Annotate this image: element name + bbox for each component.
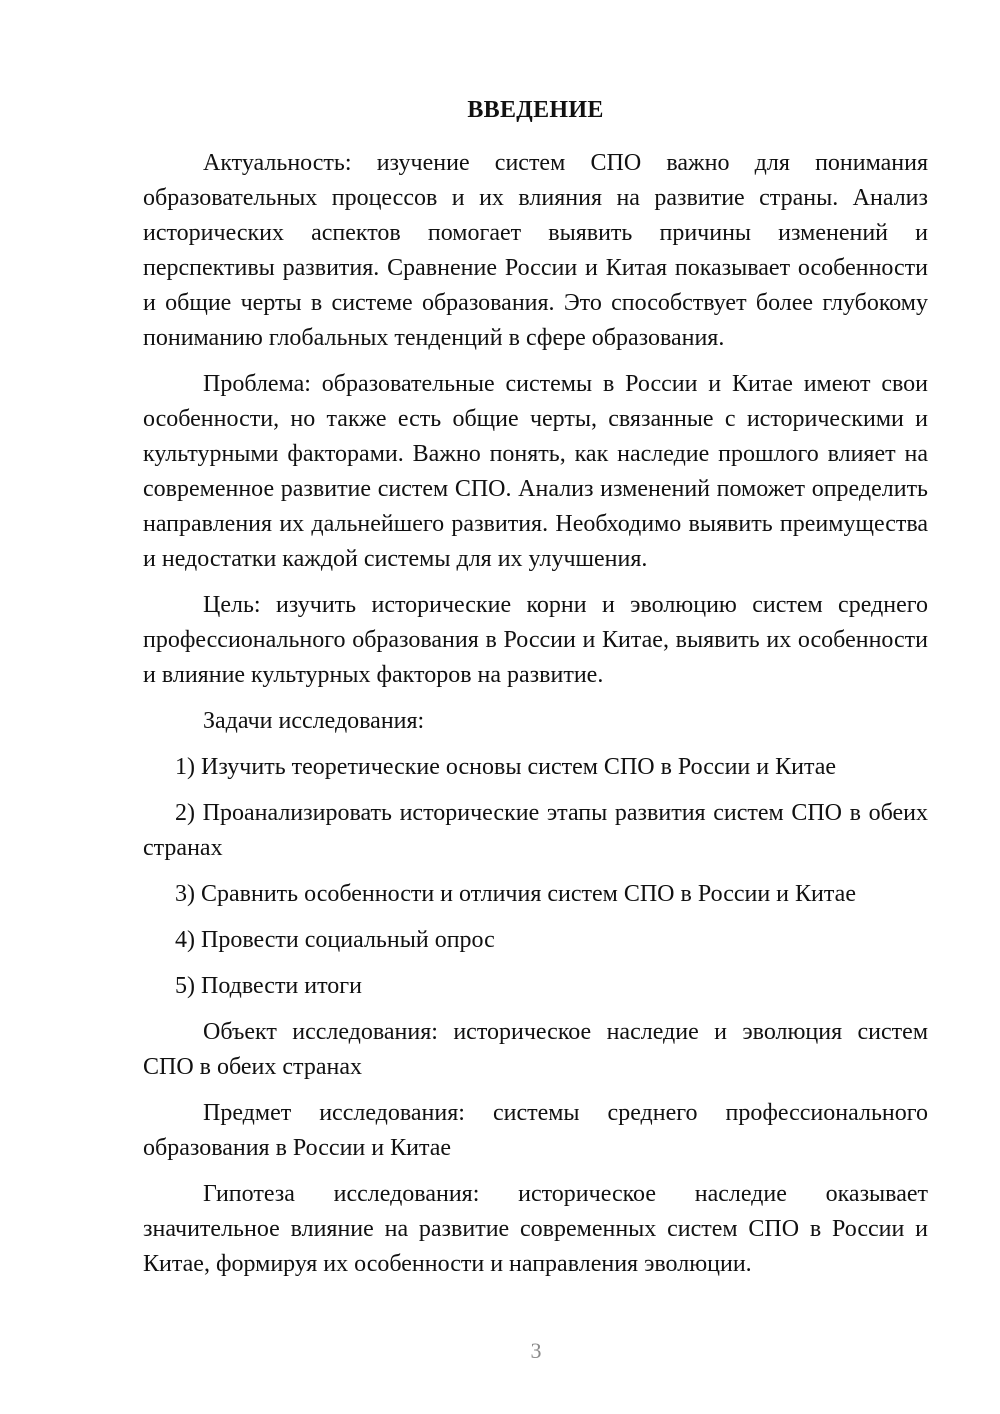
paragraph-object: Объект исследования: историческое наследие и эволюция систем СПО в обеих странах [143, 1019, 928, 1080]
paragraph-relevance: Актуальность: изучение систем СПО важно для понимания образовательных процессов и их влияния на развитие страны. Анализ исторических аспектов помогает выявить причины изменений и перспективы развития. Сравнение России и Китая показывает особенности и общие черты в системе образования. Это способствует более глубокому пониманию глобальных тенденций в сфере образования. [143, 150, 928, 351]
section-title: ВВЕДЕНИЕ [467, 97, 604, 123]
tasks-heading: Задачи исследования: [203, 708, 425, 734]
page-number: 3 [530, 1338, 542, 1363]
paragraph-problem: Проблема: образовательные системы в России и Китае имеют свои особенности, но также есть общие черты, связанные с историческими и культурными факторами. Важно понять, как наследие прошлого влияет на современное развитие систем СПО. Анализ изменений поможет определить направления их дальнейшего развития. Необходимо выявить преимущества и недостатки каждой системы для их улучшения. [143, 371, 928, 572]
task-item: 5) Подвести итоги [175, 973, 362, 999]
task-item: 1) Изучить теоретические основы систем СПО в России и Китае [175, 754, 837, 780]
tasks-list [143, 750, 928, 1004]
paragraph-subject: Предмет исследования: системы среднего профессионального образования в России и Китае [143, 1100, 928, 1161]
task-item: 2) Проанализировать исторические этапы развития систем СПО в обеих странах [143, 800, 928, 861]
paragraph-goal: Цель: изучить исторические корни и эволюцию систем среднего профессионального образования в России и Китае, выявить их особенности и влияние культурных факторов на развитие. [143, 592, 928, 688]
task-item: 3) Сравнить особенности и отличия систем СПО в России и Китае [175, 881, 856, 907]
page-content [143, 93, 928, 1293]
paragraph-hypothesis: Гипотеза исследования: историческое наследие оказывает значительное влияние на развитие современных систем СПО в России и Китае, формируя их особенности и направления эволюции. [143, 1181, 928, 1277]
task-item: 4) Провести социальный опрос [175, 927, 495, 953]
